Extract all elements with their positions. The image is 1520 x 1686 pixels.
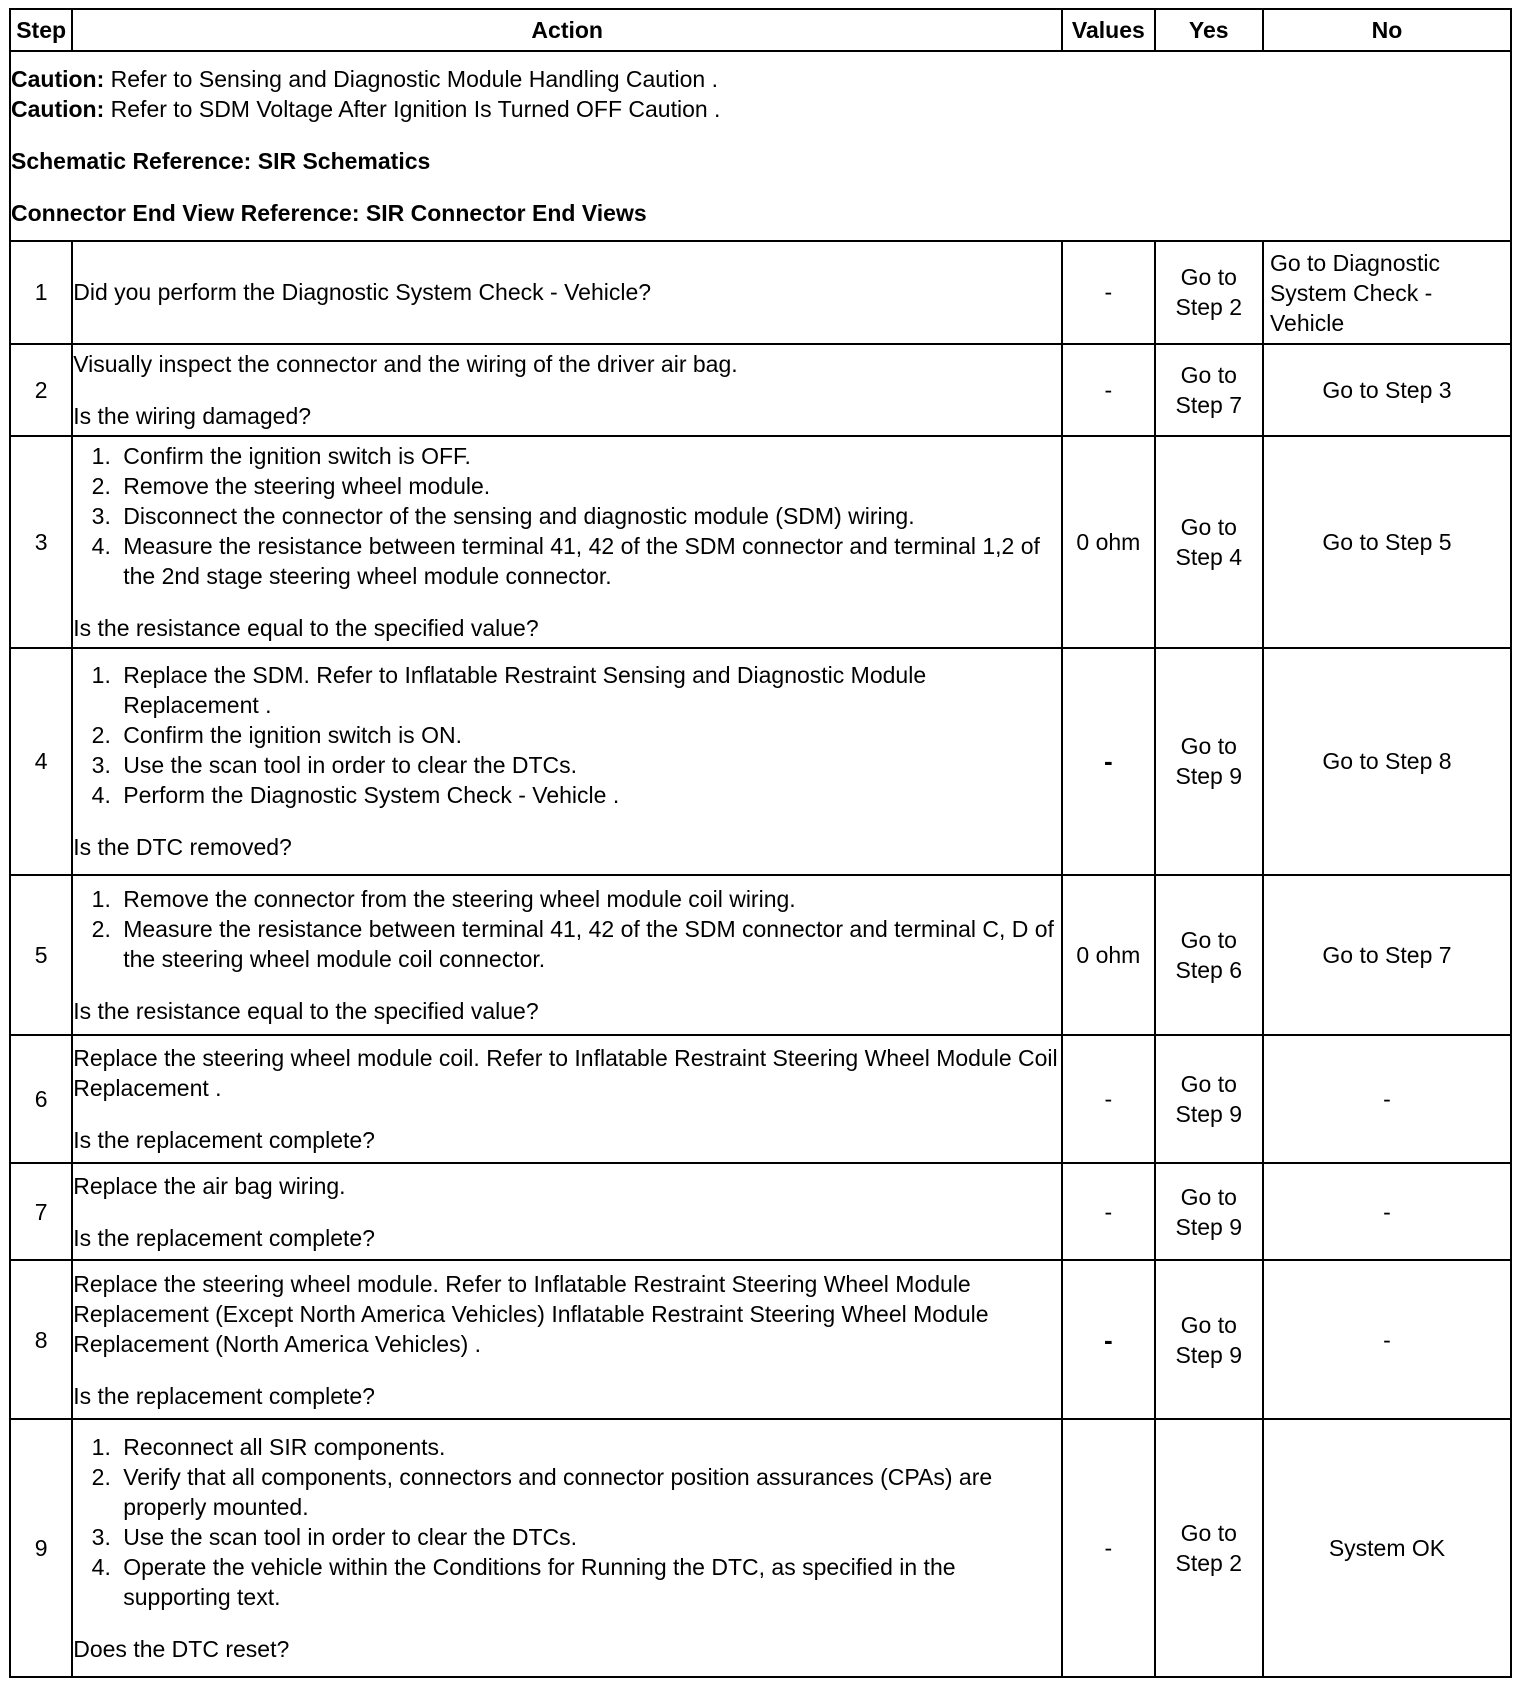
no-cell: Go to Diagnostic System Check - Vehicle [1263, 241, 1511, 343]
yes-cell: Go to Step 6 [1155, 875, 1263, 1035]
no-cell: System OK [1263, 1419, 1511, 1677]
action-cell [72, 241, 1062, 343]
value-cell: - [1062, 1419, 1154, 1677]
action-question: Is the replacement complete? [73, 1382, 375, 1409]
caution-line-2 [11, 94, 1510, 124]
caution-label: Caution: [11, 96, 105, 123]
yes-cell: Go to Step 9 [1155, 648, 1263, 874]
action-question: Is the resistance equal to the specified value? [73, 997, 539, 1024]
no-cell: Go to Step 8 [1263, 648, 1511, 874]
no-cell: - [1263, 1260, 1511, 1419]
list-item: 1. Confirm the ignition switch is OFF. [117, 441, 1061, 471]
table-row [10, 1163, 1511, 1260]
action-cell [72, 648, 1062, 874]
list-item: 4. Operate the vehicle within the Conditions for Running the DTC, as specified in the supporting text. [117, 1552, 1061, 1612]
action-cell [72, 344, 1062, 436]
step-number: 1 [10, 241, 72, 343]
action-text: Replace the air bag wiring. [73, 1172, 346, 1199]
yes-cell: Go to Step 4 [1155, 436, 1263, 648]
action-text: Replace the steering wheel module. Refer to Inflatable Restraint Steering Wheel Module Replacement (Except North America Vehicles) Inflatable Restraint Steering Wheel Module Replacement (North America Vehicles) . [73, 1270, 989, 1357]
no-cell: - [1263, 1035, 1511, 1163]
table-row [10, 648, 1511, 874]
step-number: 3 [10, 436, 72, 648]
list-item: 2. Remove the steering wheel module. [117, 471, 1061, 501]
no-cell: Go to Step 5 [1263, 436, 1511, 648]
yes-cell: Go to Step 2 [1155, 1419, 1263, 1677]
value-cell: - [1062, 1035, 1154, 1163]
action-cell [72, 1163, 1062, 1260]
action-list [73, 884, 1061, 974]
list-item: 4. Measure the resistance between terminal 41, 42 of the SDM connector and terminal 1,2 of the 2nd stage steering wheel module connector. [117, 531, 1061, 591]
action-list [73, 660, 1061, 810]
schematic-reference: Schematic Reference: SIR Schematics [11, 148, 431, 175]
action-cell [72, 1035, 1062, 1163]
value-cell: 0 ohm [1062, 436, 1154, 648]
action-question: Is the replacement complete? [73, 1126, 375, 1153]
notes-row [10, 51, 1511, 241]
list-item: 1. Replace the SDM. Refer to Inflatable Restraint Sensing and Diagnostic Module Replacement . [117, 660, 1061, 720]
yes-cell: Go to Step 2 [1155, 241, 1263, 343]
header-no: No [1263, 9, 1511, 51]
header-step: Step [10, 9, 72, 51]
value-cell: - [1062, 1260, 1154, 1419]
header-yes: Yes [1155, 9, 1263, 51]
connector-reference: Connector End View Reference: SIR Connector End Views [11, 200, 647, 227]
notes-cell [10, 51, 1511, 241]
table-row [10, 1419, 1511, 1677]
header-action: Action [72, 9, 1062, 51]
step-number: 4 [10, 648, 72, 874]
yes-cell: Go to Step 9 [1155, 1260, 1263, 1419]
value-cell: - [1062, 648, 1154, 874]
table-row [10, 344, 1511, 436]
list-item: 3. Disconnect the connector of the sensing and diagnostic module (SDM) wiring. [117, 501, 1061, 531]
value-cell: - [1062, 1163, 1154, 1260]
value-cell: - [1062, 344, 1154, 436]
action-cell [72, 1419, 1062, 1677]
no-cell: Go to Step 3 [1263, 344, 1511, 436]
step-number: 2 [10, 344, 72, 436]
list-item: 2. Measure the resistance between terminal 41, 42 of the SDM connector and terminal C, D of the steering wheel module coil connector. [117, 914, 1061, 974]
action-question: Does the DTC reset? [73, 1636, 290, 1663]
action-question: Is the resistance equal to the specified value? [73, 614, 539, 641]
yes-cell: Go to Step 9 [1155, 1163, 1263, 1260]
table-row [10, 875, 1511, 1035]
action-question: Is the DTC removed? [73, 834, 292, 861]
step-number: 9 [10, 1419, 72, 1677]
action-question: Is the replacement complete? [73, 1224, 375, 1251]
caution-line-1 [11, 64, 1510, 94]
step-number: 5 [10, 875, 72, 1035]
value-cell: - [1062, 241, 1154, 343]
action-text: Visually inspect the connector and the wiring of the driver air bag. [73, 350, 738, 377]
value-cell: 0 ohm [1062, 875, 1154, 1035]
step-number: 6 [10, 1035, 72, 1163]
no-cell: - [1263, 1163, 1511, 1260]
diagnostic-table [9, 8, 1512, 1678]
caution-label: Caution: [11, 66, 105, 93]
list-item: 3. Use the scan tool in order to clear the DTCs. [117, 750, 1061, 780]
table-row [10, 1260, 1511, 1419]
list-item: 1. Remove the connector from the steering wheel module coil wiring. [117, 884, 1061, 914]
action-question: Is the wiring damaged? [73, 402, 312, 429]
header-row [10, 9, 1511, 51]
list-item: 2. Confirm the ignition switch is ON. [117, 720, 1061, 750]
list-item: 3. Use the scan tool in order to clear the DTCs. [117, 1522, 1061, 1552]
action-text: Did you perform the Diagnostic System Check - Vehicle? [73, 279, 652, 306]
action-list [73, 1432, 1061, 1612]
step-number: 8 [10, 1260, 72, 1419]
caution-text-1: Refer to Sensing and Diagnostic Module Handling Caution . [110, 66, 718, 93]
action-cell [72, 436, 1062, 648]
yes-cell: Go to Step 7 [1155, 344, 1263, 436]
header-values: Values [1062, 9, 1154, 51]
table-row [10, 436, 1511, 648]
table-row [10, 241, 1511, 343]
caution-text-2: Refer to SDM Voltage After Ignition Is Turned OFF Caution . [110, 96, 721, 123]
action-cell [72, 875, 1062, 1035]
yes-cell: Go to Step 9 [1155, 1035, 1263, 1163]
list-item: 1. Reconnect all SIR components. [117, 1432, 1061, 1462]
list-item: 4. Perform the Diagnostic System Check - Vehicle . [117, 780, 1061, 810]
action-text: Replace the steering wheel module coil. Refer to Inflatable Restraint Steering Wheel Module Coil Replacement . [73, 1044, 1058, 1101]
action-list [73, 441, 1061, 591]
action-cell [72, 1260, 1062, 1419]
list-item: 2. Verify that all components, connectors and connector position assurances (CPAs) are properly mounted. [117, 1462, 1061, 1522]
step-number: 7 [10, 1163, 72, 1260]
no-cell: Go to Step 7 [1263, 875, 1511, 1035]
table-row [10, 1035, 1511, 1163]
